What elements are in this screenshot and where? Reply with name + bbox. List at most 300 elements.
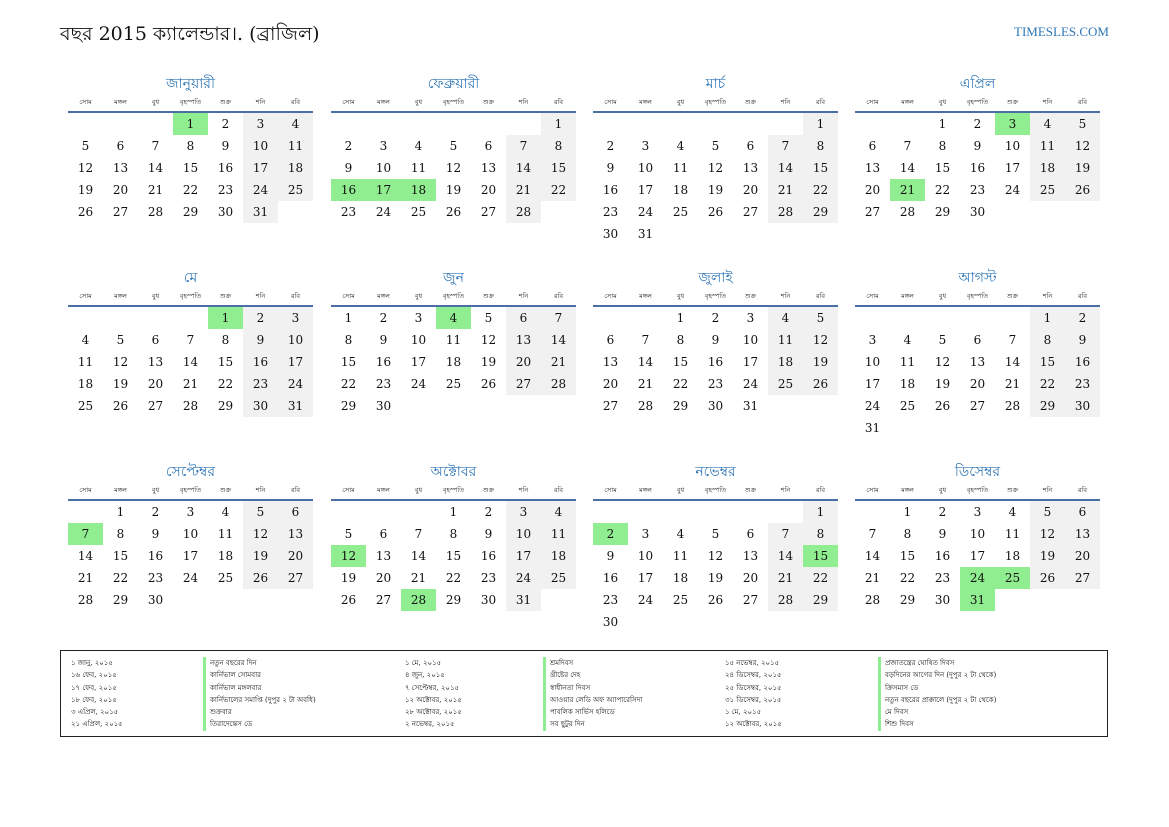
day-cell: 16 [375, 355, 392, 369]
day-cell: 12 [77, 161, 94, 175]
day-cell: 27 [864, 205, 881, 219]
weekday-label: বুধ [151, 486, 160, 494]
weekday-label: রবি [815, 98, 826, 106]
month-block [68, 461, 313, 611]
empty-cell [593, 307, 628, 329]
day-cell: 13 [278, 523, 313, 545]
day-cell: 24 [637, 205, 654, 219]
day-cell: 22 [803, 567, 838, 589]
day-cell: 8 [186, 139, 195, 153]
weekday-label: শুক্র [482, 486, 495, 494]
holiday-name: নতুন বছরের দিন [203, 657, 316, 669]
day-cell: 22 [934, 183, 951, 197]
holiday-day-cell: 21 [890, 179, 925, 201]
month-name: ফেব্রুয়ারী [427, 76, 480, 92]
day-cell: 12 [243, 523, 278, 545]
day-cell: 29 [217, 399, 234, 413]
empty-cell [733, 501, 768, 523]
day-cell: 5 [711, 527, 720, 541]
day-cell: 17 [864, 377, 881, 391]
day-cell: 5 [938, 333, 947, 347]
holiday-name: তিরাদেন্তেস ডে [203, 718, 316, 730]
weekday-label: সোম [79, 292, 92, 300]
day-cell: 18 [278, 157, 313, 179]
day-cell: 31 [864, 421, 881, 435]
weekday-label: রবি [290, 292, 301, 300]
day-cell: 22 [182, 183, 199, 197]
day-cell: 6 [379, 527, 388, 541]
day-cell: 29 [934, 205, 951, 219]
day-cell: 23 [602, 593, 619, 607]
day-cell: 17 [1004, 161, 1021, 175]
day-cell: 24 [864, 399, 881, 413]
day-cell: 26 [1065, 179, 1100, 201]
weekday-label: বৃহস্পতি [179, 292, 202, 300]
holiday-date: ৭ সেপ্টেম্বর, ২০১৫ [405, 683, 460, 692]
month-name: নভেম্বর [695, 464, 736, 480]
holiday-name-column [543, 657, 642, 731]
day-cell: 18 [1004, 549, 1021, 563]
weekday-label: রবি [1077, 98, 1088, 106]
day-cell: 26 [803, 373, 838, 395]
day-grid [331, 113, 576, 223]
empty-cell [401, 501, 436, 523]
day-cell: 21 [506, 179, 541, 201]
empty-cell [628, 501, 663, 523]
day-cell: 19 [445, 183, 462, 197]
day-cell: 22 [1030, 373, 1065, 395]
day-cell: 14 [77, 549, 94, 563]
day-cell: 1 [903, 505, 912, 519]
weekday-header [593, 95, 838, 109]
weekday-label: শনি [1042, 292, 1053, 300]
empty-cell [366, 501, 401, 523]
day-cell: 7 [506, 135, 541, 157]
day-cell: 20 [602, 377, 619, 391]
weekday-label: শুক্র [482, 292, 495, 300]
day-cell: 24 [506, 567, 541, 589]
day-cell: 14 [182, 355, 199, 369]
day-cell: 7 [1008, 333, 1017, 347]
day-cell: 25 [541, 567, 576, 589]
holiday-name: বড়দিনের আগের দিন (দুপুর ২ টা থেকে) [878, 669, 996, 681]
day-cell: 25 [899, 399, 916, 413]
day-cell: 8 [221, 333, 230, 347]
day-cell: 28 [768, 201, 803, 223]
day-grid [68, 307, 313, 417]
day-cell: 18 [445, 355, 462, 369]
day-cell: 27 [969, 399, 986, 413]
day-cell: 6 [116, 139, 125, 153]
weekday-label: বৃহস্পতি [966, 292, 989, 300]
day-cell: 10 [278, 329, 313, 351]
day-cell: 7 [541, 307, 576, 329]
day-cell: 6 [278, 501, 313, 523]
day-cell: 25 [410, 205, 427, 219]
day-cell: 30 [602, 615, 619, 629]
empty-cell [471, 113, 506, 135]
day-cell: 27 [602, 399, 619, 413]
holiday-name: শুক্রবার [203, 706, 316, 718]
empty-cell [855, 307, 890, 329]
day-cell: 7 [151, 139, 160, 153]
day-cell: 28 [541, 373, 576, 395]
day-cell: 15 [112, 549, 129, 563]
weekday-label: শনি [518, 486, 529, 494]
weekday-label: শুক্র [1006, 486, 1019, 494]
day-cell: 14 [637, 355, 654, 369]
day-cell: 21 [410, 571, 427, 585]
weekday-label: বৃহস্পতি [704, 98, 727, 106]
day-cell: 10 [637, 549, 654, 563]
day-cell: 20 [112, 183, 129, 197]
month-name: আগস্ট [958, 270, 997, 286]
day-cell: 4 [676, 527, 685, 541]
day-cell: 11 [445, 333, 462, 347]
day-cell: 13 [112, 161, 129, 175]
month-name: জুন [443, 270, 464, 286]
day-cell: 10 [410, 333, 427, 347]
day-cell: 6 [868, 139, 877, 153]
holiday-date-column [725, 657, 782, 731]
day-cell: 30 [1065, 395, 1100, 417]
day-cell: 1 [1030, 307, 1065, 329]
month-block [593, 461, 838, 633]
day-cell: 2 [711, 311, 720, 325]
day-cell: 14 [1004, 355, 1021, 369]
weekday-label: শনি [780, 292, 791, 300]
empty-cell [331, 501, 366, 523]
weekday-label: শুক্র [219, 98, 232, 106]
day-cell: 22 [672, 377, 689, 391]
day-cell: 19 [340, 571, 357, 585]
day-cell: 8 [541, 135, 576, 157]
day-cell: 11 [1004, 527, 1021, 541]
day-cell: 15 [899, 549, 916, 563]
weekday-label: বৃহস্পতি [442, 292, 465, 300]
weekday-label: রবি [553, 486, 564, 494]
month-block [331, 267, 576, 417]
day-cell: 22 [541, 179, 576, 201]
day-cell: 23 [602, 205, 619, 219]
day-cell: 10 [182, 527, 199, 541]
weekday-label: বৃহস্পতি [704, 486, 727, 494]
day-cell: 30 [243, 395, 278, 417]
weekday-label: মঙ্গল [639, 98, 652, 106]
day-cell: 17 [410, 355, 427, 369]
day-cell: 9 [221, 139, 230, 153]
day-cell: 12 [803, 329, 838, 351]
day-cell: 21 [864, 571, 881, 585]
day-cell: 8 [803, 523, 838, 545]
weekday-label: রবি [1077, 486, 1088, 494]
day-cell: 26 [480, 377, 497, 391]
day-cell: 12 [934, 355, 951, 369]
weekday-label: মঙ্গল [114, 486, 127, 494]
day-cell: 1 [676, 311, 685, 325]
holiday-name-column [203, 657, 316, 731]
day-cell: 3 [641, 139, 650, 153]
day-cell: 6 [151, 333, 160, 347]
day-cell: 1 [938, 117, 947, 131]
holiday-day-cell: 15 [803, 545, 838, 567]
empty-cell [995, 307, 1030, 329]
day-cell: 20 [278, 545, 313, 567]
holiday-date: ৩ এপ্রিল, ২০১৫ [71, 708, 119, 717]
weekday-label: সোম [866, 292, 879, 300]
day-cell: 14 [147, 161, 164, 175]
day-grid [593, 113, 838, 245]
day-cell: 13 [375, 549, 392, 563]
empty-cell [733, 113, 768, 135]
day-cell: 26 [707, 205, 724, 219]
weekday-label: বৃহস্পতি [179, 486, 202, 494]
empty-cell [663, 113, 698, 135]
day-cell: 19 [934, 377, 951, 391]
day-cell: 29 [803, 201, 838, 223]
holiday-day-cell: 7 [68, 523, 103, 545]
day-cell: 2 [606, 139, 615, 153]
day-cell: 27 [147, 399, 164, 413]
day-cell: 12 [707, 549, 724, 563]
day-cell: 30 [217, 205, 234, 219]
day-cell: 18 [768, 351, 803, 373]
day-cell: 10 [1004, 139, 1021, 153]
weekday-label: শুক্র [744, 292, 757, 300]
site-link[interactable]: TIMESLES.COM [1014, 24, 1109, 39]
day-cell: 2 [1065, 307, 1100, 329]
weekday-header [68, 95, 313, 109]
day-cell: 9 [711, 333, 720, 347]
holiday-day-cell: 25 [995, 567, 1030, 589]
day-cell: 17 [637, 571, 654, 585]
empty-cell [593, 501, 628, 523]
day-cell: 9 [1065, 329, 1100, 351]
day-cell: 21 [77, 571, 94, 585]
day-cell: 11 [77, 355, 94, 369]
day-cell: 27 [506, 373, 541, 395]
day-cell: 9 [379, 333, 388, 347]
day-cell: 27 [278, 567, 313, 589]
day-cell: 15 [182, 161, 199, 175]
day-cell: 18 [217, 549, 234, 563]
holiday-date: ২১ এপ্রিল, ২০১৫ [71, 720, 123, 729]
day-cell: 3 [641, 527, 650, 541]
day-cell: 29 [803, 589, 838, 611]
day-cell: 8 [116, 527, 125, 541]
holiday-day-cell: 1 [173, 113, 208, 135]
day-cell: 7 [903, 139, 912, 153]
day-cell: 31 [506, 589, 541, 611]
day-cell: 10 [637, 161, 654, 175]
day-cell: 28 [506, 201, 541, 223]
day-cell: 19 [480, 355, 497, 369]
month-block [855, 267, 1100, 439]
month-block [855, 461, 1100, 611]
page-title: বছর 2015 ক্যালেন্ডার।. (ব্রাজিল) [60, 23, 320, 45]
day-cell: 17 [506, 545, 541, 567]
day-cell: 23 [1065, 373, 1100, 395]
day-cell: 20 [742, 183, 759, 197]
day-cell: 13 [1065, 523, 1100, 545]
day-cell: 8 [449, 527, 458, 541]
day-cell: 26 [77, 205, 94, 219]
weekday-label: সোম [866, 98, 879, 106]
day-cell: 4 [81, 333, 90, 347]
day-cell: 22 [803, 179, 838, 201]
day-cell: 22 [899, 571, 916, 585]
weekday-header [855, 289, 1100, 303]
weekday-label: রবি [290, 486, 301, 494]
day-cell: 30 [602, 227, 619, 241]
holiday-day-cell: 3 [995, 113, 1030, 135]
weekday-label: বৃহস্পতি [442, 486, 465, 494]
day-cell: 13 [602, 355, 619, 369]
day-cell: 30 [147, 593, 164, 607]
weekday-label: শনি [255, 292, 266, 300]
day-cell: 11 [217, 527, 234, 541]
holiday-day-cell: 17 [366, 179, 401, 201]
weekday-header [68, 483, 313, 497]
day-grid [855, 501, 1100, 611]
day-cell: 14 [768, 157, 803, 179]
day-cell: 22 [217, 377, 234, 391]
weekday-label: শনি [518, 292, 529, 300]
day-cell: 4 [1008, 505, 1017, 519]
holiday-date: ২৮ অক্টোবর, ২০১৫ [405, 708, 462, 717]
weekday-label: সোম [342, 292, 355, 300]
day-cell: 9 [484, 527, 493, 541]
day-cell: 23 [969, 183, 986, 197]
day-cell: 3 [278, 307, 313, 329]
day-cell: 17 [637, 183, 654, 197]
day-cell: 24 [375, 205, 392, 219]
weekday-label: মঙ্গল [639, 292, 652, 300]
day-cell: 6 [1065, 501, 1100, 523]
weekday-label: শুক্র [219, 486, 232, 494]
day-grid [68, 113, 313, 223]
day-cell: 3 [379, 139, 388, 153]
day-cell: 23 [934, 571, 951, 585]
day-cell: 1 [116, 505, 125, 519]
day-cell: 7 [768, 523, 803, 545]
holiday-name: খ্রীষ্টের দেহ [543, 669, 642, 681]
empty-cell [331, 113, 366, 135]
weekday-label: সোম [79, 486, 92, 494]
day-cell: 16 [1065, 351, 1100, 373]
day-cell: 9 [973, 139, 982, 153]
month-name: সেপ্টেম্বর [165, 464, 216, 480]
day-grid [331, 501, 576, 611]
empty-cell [436, 113, 471, 135]
day-cell: 27 [742, 593, 759, 607]
weekday-label: মঙ্গল [377, 486, 390, 494]
weekday-label: বৃহস্পতি [442, 98, 465, 106]
month-block [593, 267, 838, 417]
holiday-name: শিশু দিবস [878, 718, 996, 730]
month-name: মে [183, 270, 198, 286]
day-cell: 21 [768, 567, 803, 589]
day-grid [855, 307, 1100, 439]
day-cell: 7 [868, 527, 877, 541]
day-cell: 15 [672, 355, 689, 369]
empty-cell [103, 307, 138, 329]
day-cell: 29 [340, 399, 357, 413]
day-cell: 15 [445, 549, 462, 563]
day-cell: 6 [746, 527, 755, 541]
weekday-header [593, 289, 838, 303]
day-cell: 4 [768, 307, 803, 329]
day-cell: 2 [379, 311, 388, 325]
day-grid [68, 501, 313, 611]
weekday-label: মঙ্গল [901, 486, 914, 494]
day-cell: 5 [1030, 501, 1065, 523]
weekday-label: বুধ [938, 486, 947, 494]
day-cell: 21 [1004, 377, 1021, 391]
month-name: জুলাই [698, 270, 733, 286]
month-name: মার্চ [705, 76, 726, 92]
holiday-name: মে দিবস [878, 706, 996, 718]
day-cell: 11 [768, 329, 803, 351]
day-cell: 13 [742, 161, 759, 175]
day-cell: 7 [414, 527, 423, 541]
day-cell: 2 [938, 505, 947, 519]
day-cell: 14 [506, 157, 541, 179]
day-cell: 9 [606, 161, 615, 175]
day-cell: 12 [1065, 135, 1100, 157]
month-block [331, 461, 576, 611]
day-cell: 22 [445, 571, 462, 585]
day-cell: 5 [711, 139, 720, 153]
day-cell: 24 [1004, 183, 1021, 197]
holiday-name: সব ছুটুর দিন [543, 718, 642, 730]
day-cell: 18 [1030, 157, 1065, 179]
holiday-date: ৪ জুন, ২০১৫ [405, 671, 445, 680]
day-cell: 15 [217, 355, 234, 369]
day-cell: 5 [449, 139, 458, 153]
day-cell: 13 [147, 355, 164, 369]
day-cell: 23 [340, 205, 357, 219]
day-cell: 1 [803, 113, 838, 135]
weekday-label: শনি [1042, 98, 1053, 106]
holiday-date-column [405, 657, 462, 731]
holiday-date: ১ জানু, ২০১৫ [71, 659, 113, 667]
holiday-date: ১২ অক্টোবর, ২০১৫ [405, 695, 462, 704]
day-cell: 22 [112, 571, 129, 585]
day-cell: 16 [707, 355, 724, 369]
weekday-label: শনি [518, 98, 529, 106]
empty-cell [138, 307, 173, 329]
day-cell: 10 [742, 333, 759, 347]
empty-cell [68, 113, 103, 135]
weekday-label: রবি [815, 292, 826, 300]
day-cell: 26 [340, 593, 357, 607]
day-cell: 29 [1030, 395, 1065, 417]
day-cell: 3 [973, 505, 982, 519]
day-cell: 22 [340, 377, 357, 391]
day-cell: 28 [637, 399, 654, 413]
day-cell: 5 [344, 527, 353, 541]
day-cell: 29 [899, 593, 916, 607]
holiday-day-cell: 4 [436, 307, 471, 329]
day-cell: 24 [243, 179, 278, 201]
empty-cell [68, 307, 103, 329]
holiday-name: নতুন বছরের প্রাক্কালে (দুপুর ২ টা থেকে) [878, 694, 996, 706]
empty-cell [366, 113, 401, 135]
day-cell: 20 [147, 377, 164, 391]
day-cell: 27 [742, 205, 759, 219]
month-block [68, 267, 313, 417]
